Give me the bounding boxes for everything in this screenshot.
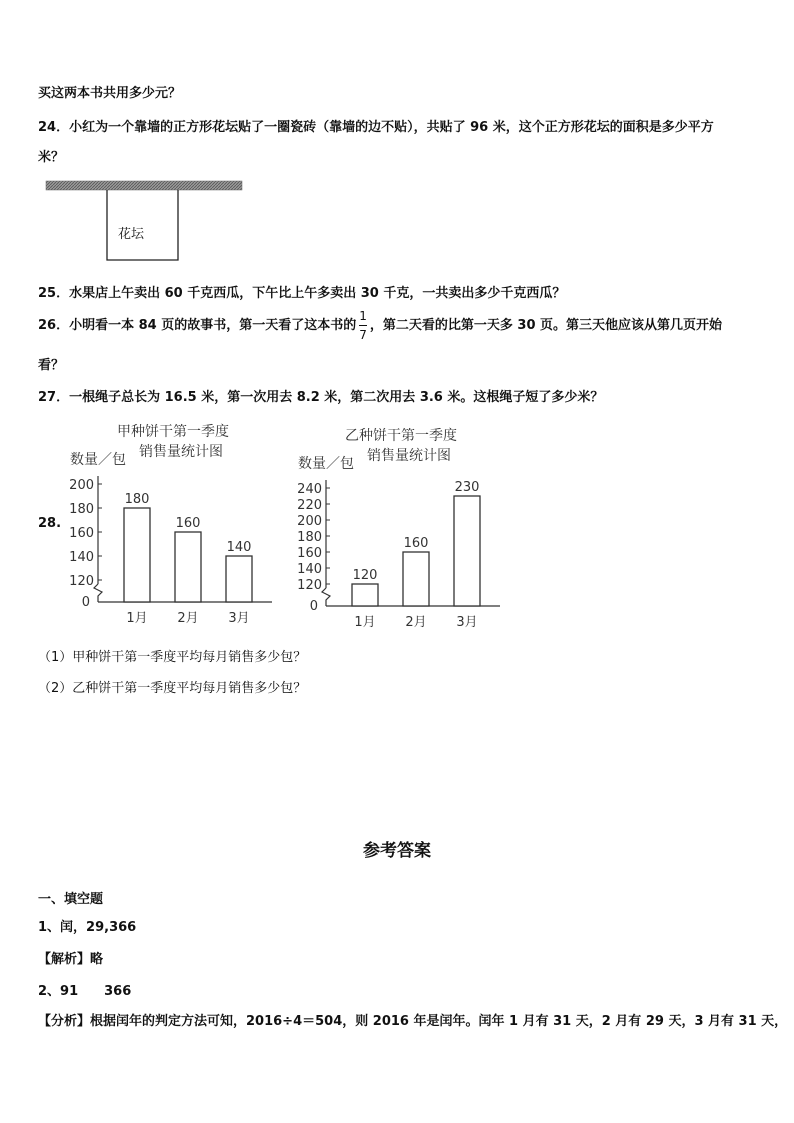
q24-line2: 米？ [38, 150, 65, 165]
q28-sub1: （1）甲种饼干第一季度平均每月销售多少包？ [38, 650, 307, 665]
q26-line2: 看？ [38, 358, 65, 373]
chart-yi [290, 414, 512, 639]
bar-value-label: 120 [352, 568, 378, 583]
y-tick-label: 0 [81, 595, 90, 610]
q28-number: 28. [38, 516, 62, 531]
fraction-numerator: 1 [359, 309, 367, 323]
bar [454, 496, 480, 606]
fraction-bar [359, 325, 367, 326]
section-fill-blank: 一、填空题 [38, 892, 104, 907]
answer-2-note: 【分析】根据闰年的判定方法可知，2016÷4＝504，则 2016 年是闰年。闰年 1 月有 31 天，2 月有 29 天，3 月有 31 天， [38, 1014, 788, 1029]
bar [124, 508, 150, 602]
bar [352, 584, 378, 606]
q24-line1: 24．小红为一个靠墙的正方形花坛贴了一圈瓷砖（靠墙的边不贴），共贴了 96 米，这个正方形花坛的面积是多少平方 [38, 120, 714, 135]
y-tick-label: 160 [69, 526, 94, 541]
bar-value-label: 140 [226, 540, 252, 555]
q23-tail: 买这两本书共用多少元？ [38, 86, 182, 101]
x-tick-label: 3月 [456, 615, 478, 630]
y-tick-label: 240 [297, 482, 322, 497]
y-tick-label: 180 [297, 530, 322, 545]
bar-value-label: 160 [175, 516, 201, 531]
axis-break-mark [94, 584, 102, 602]
bar-value-label: 160 [403, 536, 429, 551]
y-tick-label: 140 [69, 550, 94, 565]
y-tick-label: 220 [297, 498, 322, 513]
x-tick-label: 2月 [405, 615, 427, 630]
bar [403, 552, 429, 606]
garden-diagram [44, 176, 246, 266]
y-tick-label: 120 [69, 574, 94, 589]
y-tick-label: 200 [297, 514, 322, 529]
garden-square [107, 190, 178, 260]
q25-text: 25．水果店上午卖出 60 千克西瓜，下午比上午多卖出 30 千克，一共卖出多少千克西瓜？ [38, 286, 566, 301]
y-tick-label: 160 [297, 546, 322, 561]
q26-part1: 26．小明看一本 84 页的故事书，第一天看了这本书的 [38, 318, 357, 333]
y-tick-label: 200 [69, 478, 94, 493]
y-axis-label: 数量／包 [298, 456, 354, 472]
fraction [359, 310, 367, 341]
answer-2: 2、91 366 [38, 984, 132, 999]
bar-value-label: 230 [454, 480, 480, 495]
chart-jia [62, 410, 284, 635]
answer-1-note: 【解析】略 [38, 952, 104, 967]
bar [226, 556, 252, 602]
answer-1: 1、闰，29,366 [38, 920, 137, 935]
bar [175, 532, 201, 602]
y-tick-label: 120 [297, 578, 322, 593]
y-tick-label: 0 [309, 599, 318, 614]
chart-title: 甲种饼干第一季度 [117, 424, 229, 440]
y-tick-label: 180 [69, 502, 94, 517]
q26-part2: ，第二天看的比第一天多 30 页。第三天他应该从第几页开始 [369, 318, 723, 333]
q28-sub2: （2）乙种饼干第一季度平均每月销售多少包？ [38, 681, 307, 696]
q27-text: 27．一根绳子总长为 16.5 米，第一次用去 8.2 米，第二次用去 3.6 米。这根绳子短了多少米？ [38, 390, 604, 405]
chart-subtitle: 销售量统计图 [367, 448, 451, 464]
y-axis-label: 数量／包 [70, 452, 126, 468]
garden-label: 花坛 [118, 227, 145, 242]
chart-subtitle: 销售量统计图 [139, 444, 223, 460]
y-tick-label: 140 [297, 562, 322, 577]
fraction-denominator: 7 [359, 328, 367, 342]
bar-value-label: 180 [124, 492, 150, 507]
x-tick-label: 2月 [177, 611, 199, 626]
wall [46, 181, 242, 190]
chart-title: 乙种饼干第一季度 [345, 428, 457, 444]
x-tick-label: 3月 [228, 611, 250, 626]
axis-break-mark [322, 588, 330, 606]
answers-heading: 参考答案 [363, 841, 431, 861]
x-tick-label: 1月 [126, 611, 148, 626]
q26-line1 [38, 310, 722, 341]
x-tick-label: 1月 [354, 615, 376, 630]
